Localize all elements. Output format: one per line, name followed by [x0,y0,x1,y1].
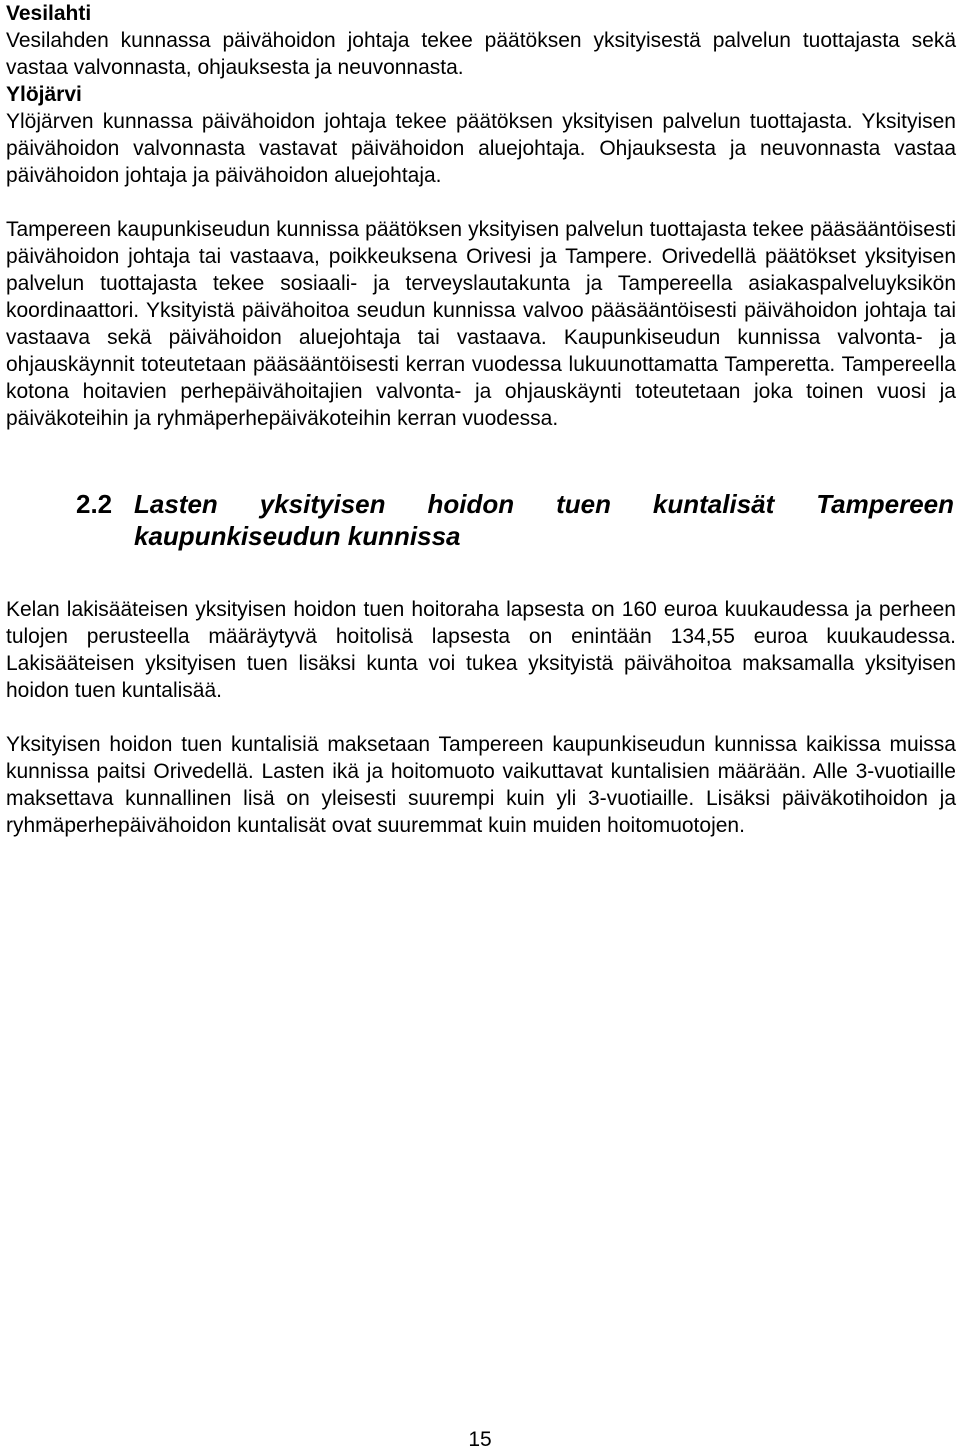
municipality-text-vesilahti: Vesilahden kunnassa päivähoidon johtaja tekee päätöksen yksityisestä palvelun tuottajasta sekä vastaa valvonnasta, ohjauksesta ja neuvonnasta. [6,29,956,79]
summary-paragraph: Tampereen kaupunkiseudun kunnissa päätöksen yksityisen palvelun tuottajasta tekee pääsääntöisesti päivähoidon johtaja tai vastaava, poikkeuksena Orivesi ja Tampere. Orivedellä päätökset yksityisen palvelun tuottajasta tekee sosiaali- ja terveyslautakunta ja Tampereella asiakaspalveluyksikön koordinaattori. Yksityistä päivähoitoa seudun kunnissa valvoo pääsääntöisesti päivähoidon johtaja tai vastaava sekä päivähoidon aluejohtaja tai vastaava. Kaupunkiseudun kunnissa valvonta- ja ohjauskäynnit toteutetaan pääsääntöisesti kerran vuodessa lukuunottamatta Tamperetta. Tampereella kotona hoitavien perhepäivähoitajien valvonta- ja ohjauskäynti toteutetaan joka toinen vuosi ja päiväkoteihin ja ryhmäperhepäiväkoteihin kerran vuodessa. [6,218,956,430]
municipality-text-ylojarvi: Ylöjärven kunnassa päivähoidon johtaja tekee päätöksen yksityisen palvelun tuottajasta. Yksityisen päivähoidon valvonnasta vastavat päivähoidon aluejohtaja. Ohjauksesta ja neuvonnasta vastaa päivähoidon johtaja ja päivähoidon aluejohtaja. [6,110,956,187]
section-heading [6,488,956,552]
section-paragraph-2: Yksityisen hoidon tuen kuntalisiä maksetaan Tampereen kaupunkiseudun kunnissa kaikissa muissa kunnissa paitsi Orivedellä. Lasten ikä ja hoitomuoto vaikuttavat kuntalisien määrään. Alle 3-vuotiaille maksettava kunnallinen lisä on yleisesti suurempi kuin yli 3-vuotiaille. Lisäksi päiväkotihoidon ja ryhmäperhepäivähoidon kuntalisät ovat suuremmat kuin muiden hoitomuotojen. [6,733,956,837]
page-number: 15 [468,1428,492,1451]
municipality-heading-vesilahti: Vesilahti [6,2,92,25]
document-page [6,0,956,839]
section-title: Lasten yksityisen hoidon tuen kuntalisät Tampereen kaupunkiseudun kunnissa [134,489,954,551]
municipality-heading-ylojarvi: Ylöjärvi [6,83,82,106]
section-paragraph-1: Kelan lakisääteisen yksityisen hoidon tuen hoitoraha lapsesta on 160 euroa kuukaudessa ja perheen tulojen perusteella määräytyvä hoitolisä lapsesta on enintään 134,55 euroa kuukaudessa. Lakisääteisen yksityisen tuen lisäksi kunta voi tukea yksityistä päivähoitoa maksamalla yksityisen hoidon tuen kuntalisää. [6,598,956,702]
section-number: 2.2 [76,489,113,519]
